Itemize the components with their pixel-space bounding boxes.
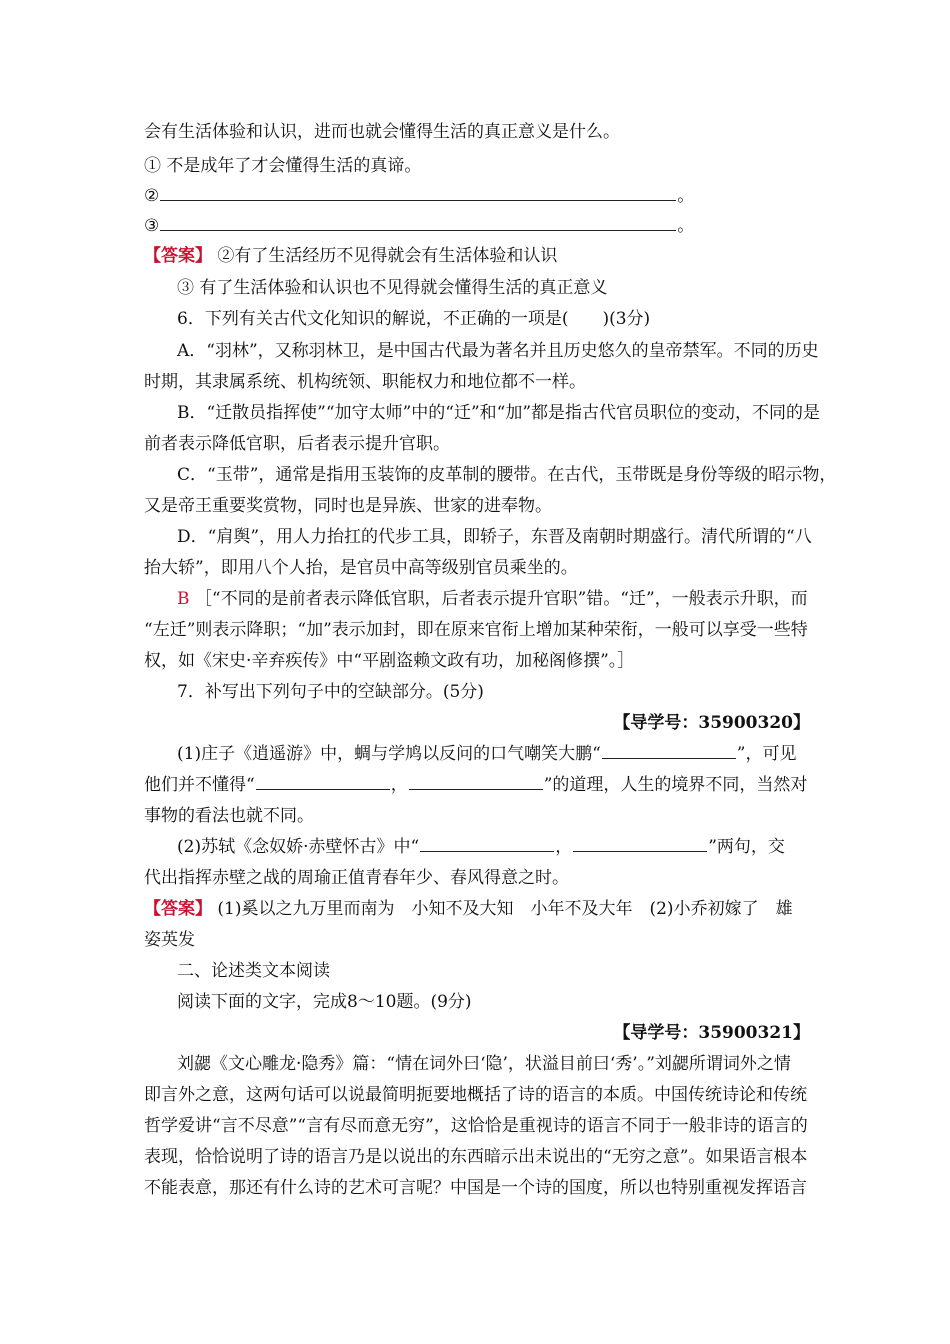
comma: ， xyxy=(555,837,573,857)
passage-line: 哲学爱讲“言不尽意”“言有尽而意无穷”，这恰恰是重视诗的语言不同于一般非诗的语言的 xyxy=(144,1116,808,1136)
question-text: ”，可见 xyxy=(736,744,797,764)
period: 。 xyxy=(677,216,695,236)
text-line: 会有生活体验和认识，进而也就会懂得生活的真正意义是什么。 xyxy=(144,122,620,142)
option-c-cont: 又是帝王重要奖赏物，同时也是异族、世家的进奉物。 xyxy=(144,496,552,516)
question-text: (1)庄子《逍遥游》中，蜩与学鸠以反问的口气嘲笑大鹏“ xyxy=(177,744,601,764)
answer-blank[interactable] xyxy=(573,837,707,852)
guide-number: 【导学号：35900321】 xyxy=(613,1023,810,1043)
section-heading: 二、论述类文本阅读 xyxy=(177,961,330,981)
passage-line: 刘勰《文心雕龙·隐秀》篇：“情在词外曰‘隐’，状溢目前曰‘秀’。”刘勰所谓词外之情 xyxy=(177,1054,791,1074)
answer-explain: ［“不同的是前者表示降低官职，后者表示提升官职”错。“迁”，一般表示升职，而 xyxy=(194,589,808,609)
question-7-2 xyxy=(177,836,810,858)
answer-explain-cont: 权，如《宋史·辛弃疾传》中“平剧盗赖文政有功，加秘阁修撰”。］ xyxy=(144,651,635,671)
answer-label: 【答案】 xyxy=(144,246,212,266)
answer-blank[interactable] xyxy=(602,744,736,759)
answer-7-cont: 姿英发 xyxy=(144,930,195,950)
passage-line: 即言外之意，这两句话可以说最简明扼要地概括了诗的语言的本质。中国传统诗论和传统 xyxy=(144,1085,807,1105)
option-b-cont: 前者表示降低官职，后者表示提升官职。 xyxy=(144,434,450,454)
question-text: ”的道理，人生的境界不同，当然对 xyxy=(543,775,808,795)
blank-line-3 xyxy=(144,215,810,237)
blank-line-2 xyxy=(144,185,810,207)
answer-blank[interactable] xyxy=(256,775,390,790)
question-7-2-cont: 代出指挥赤壁之战的周瑜正值青春年少、春风得意之时。 xyxy=(144,868,569,888)
option-d: D．“肩舆”，用人力抬扛的代步工具，即轿子，东晋及南朝时期盛行。清代所谓的“八 xyxy=(177,527,812,547)
blank-label: ③ xyxy=(144,216,160,236)
passage-line: 表现，恰恰说明了诗的语言乃是以说出的东西暗示出未说出的“无穷之意”。如果语言根本 xyxy=(144,1147,808,1167)
option-a-cont: 时期，其隶属系统、机构统领、职能权力和地位都不一样。 xyxy=(144,372,586,392)
answer-letter: B xyxy=(177,589,190,609)
answer-text: ②有了生活经历不见得就会有生活体验和认识 xyxy=(217,246,558,266)
period: 。 xyxy=(677,186,695,206)
question-text: (2)苏轼《念奴娇·赤壁怀古》中“ xyxy=(177,837,420,857)
option-c: C．“玉带”，通常是指用玉装饰的皮革制的腰带。在古代，玉带既是身份等级的昭示物， xyxy=(177,465,837,485)
answer-text: (1)奚以之九万里而南为 小知不及大知 小年不及大年 (2)小乔初嫁了 雄 xyxy=(217,899,793,919)
answer-blank[interactable] xyxy=(420,837,554,852)
question-7-title: 7．补写出下列句子中的空缺部分。(5分) xyxy=(177,682,484,702)
option-b: B．“迁散员指挥使”“加守太师”中的“迁”和“加”都是指古代官员职位的变动，不同的是 xyxy=(177,403,821,423)
question-7-1-end: 事物的看法也就不同。 xyxy=(144,806,314,826)
answer-line xyxy=(144,245,810,267)
answer-label: 【答案】 xyxy=(144,899,212,919)
blank-label: ② xyxy=(144,186,160,206)
question-7-1-cont xyxy=(144,774,810,796)
answer-blank[interactable] xyxy=(409,775,543,790)
text-line: ① 不是成年了才会懂得生活的真谛。 xyxy=(144,156,422,176)
comma: ， xyxy=(390,775,408,795)
question-text: 他们并不懂得“ xyxy=(144,775,255,795)
question-text: ”两句，交 xyxy=(708,837,785,857)
question-7-1 xyxy=(177,743,810,765)
passage-line: 不能表意，那还有什么诗的艺术可言呢？中国是一个诗的国度，所以也特别重视发挥语言 xyxy=(144,1178,807,1198)
option-a: A．“羽林”，又称羽林卫，是中国古代最为著名并且历史悠久的皇帝禁军。不同的历史 xyxy=(177,341,819,361)
answer-text: ③ 有了生活体验和认识也不见得就会懂得生活的真正意义 xyxy=(177,278,608,298)
answer-blank[interactable] xyxy=(160,186,676,201)
question-6-title: 6．下列有关古代文化知识的解说，不正确的一项是( )(3分) xyxy=(177,309,651,329)
answer-explain-cont: “左迁”则表示降职；“加”表示加封，即在原来官衔上增加某种荣衔，一般可以享受一些特 xyxy=(144,620,808,640)
answer-7 xyxy=(144,898,810,920)
answer-6 xyxy=(177,588,810,610)
option-d-cont: 抬大轿”，即用八个人抬，是官员中高等级别官员乘坐的。 xyxy=(144,558,578,578)
answer-blank[interactable] xyxy=(160,216,676,231)
reading-instruction: 阅读下面的文字，完成8～10题。(9分) xyxy=(177,992,472,1012)
guide-number: 【导学号：35900320】 xyxy=(613,713,810,733)
